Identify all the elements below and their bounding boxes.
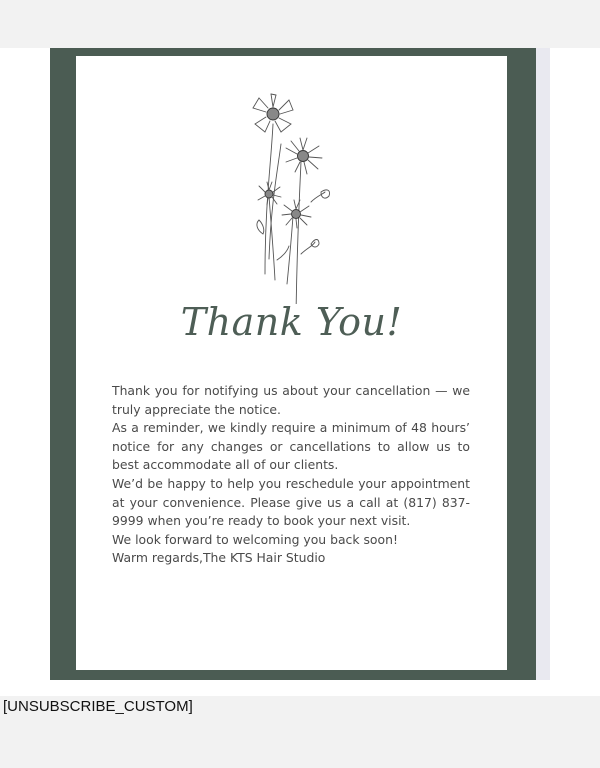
cancellation-message xyxy=(112,382,470,568)
message-paragraph-1: Thank you for notifying us about your cancellation — we truly appreciate the notice. xyxy=(112,383,470,417)
thank-you-card-frame xyxy=(50,48,536,680)
daisy-flowers-sketch-icon xyxy=(241,84,351,304)
message-paragraph-3: We’d be happy to help you reschedule your appointment at your convenience. Please give us a call at (817) 837-9999 when you’re ready to book your next visit. xyxy=(112,475,470,529)
right-rail xyxy=(536,48,550,680)
thank-you-heading: Thank You! xyxy=(180,300,403,344)
message-signature: Warm regards,The KTS Hair Studio xyxy=(112,550,326,566)
message-paragraph-2: As a reminder, we kindly require a minimum of 48 hours’ notice for any changes or cancellations to allow us to best accommodate all of our clients. xyxy=(112,420,470,473)
top-strip xyxy=(0,0,600,48)
unsubscribe-link[interactable]: [UNSUBSCRIBE_CUSTOM] xyxy=(3,698,193,715)
message-paragraph-4: We look forward to welcoming you back soon! xyxy=(112,531,398,547)
thank-you-card xyxy=(76,56,507,670)
